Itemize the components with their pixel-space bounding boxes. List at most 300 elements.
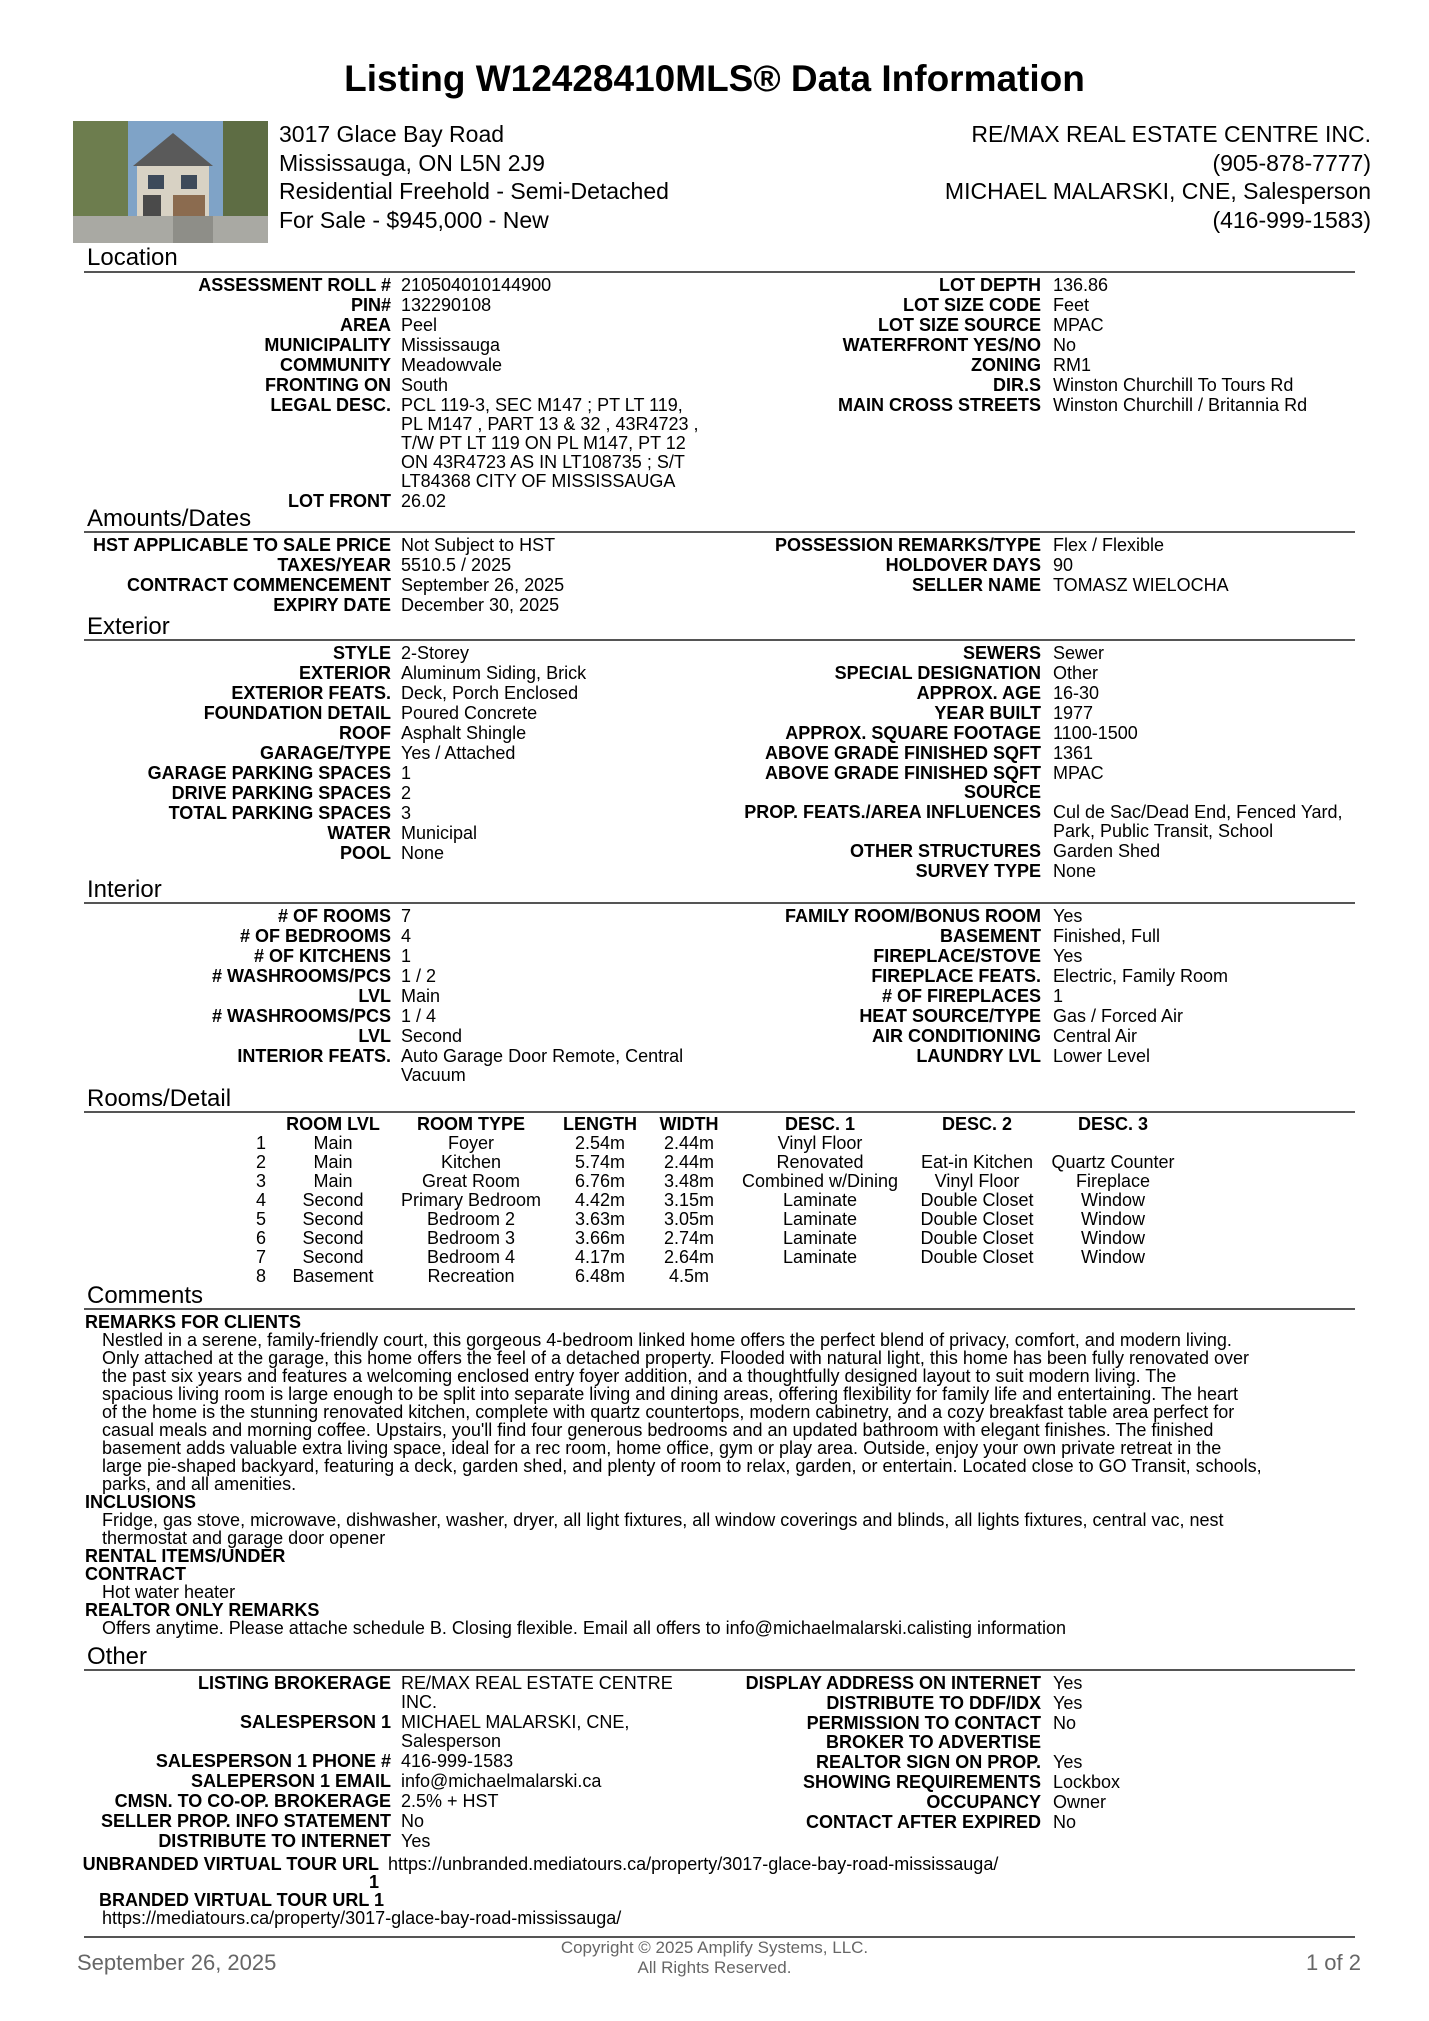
field-value: No [1053, 1713, 1077, 1733]
field-label: TOTAL PARKING SPACES [168, 803, 391, 823]
property-type: Residential Freehold - Semi-Detached [279, 178, 669, 204]
field-value: 1 / 2 [401, 966, 437, 986]
field-row [0, 1772, 1121, 1792]
table-cell: Main [313, 1171, 353, 1191]
footer-copyright [0, 1938, 1429, 1978]
field-value: None [401, 843, 445, 863]
table-cell: Vinyl Floor [934, 1171, 1020, 1191]
table-cell: Renovated [776, 1152, 864, 1172]
field-label: EXTERIOR [298, 663, 391, 683]
table-cell: Great Room [421, 1171, 521, 1191]
field-label: FRONTING ON [265, 375, 391, 395]
field-value: Winston Churchill / Britannia Rd [1053, 395, 1308, 415]
field-label: FIREPLACE FEATS. [871, 966, 1041, 986]
branded-tour-link[interactable]: https://mediatours.ca/property/3017-glace-bay-road-mississauga/ [102, 1908, 622, 1928]
field-label: LOT FRONT [288, 491, 391, 511]
field-value: MICHAEL MALARSKI, CNE, [401, 1712, 630, 1732]
rooms-table [0, 1115, 1429, 1295]
field-value: Cul de Sac/Dead End, Fenced Yard, [1053, 802, 1343, 822]
table-cell: Second [302, 1209, 364, 1229]
field-value: No [401, 1811, 425, 1831]
field-label: # OF KITCHENS [253, 946, 391, 966]
field-label: # OF BEDROOMS [239, 926, 391, 946]
text-line: casual meals and morning coffee. Upstairs, you'll find four generous bedrooms and an updated bathroom with elegant finishes. The finished [102, 1420, 1214, 1440]
field-label: LOT SIZE SOURCE [877, 315, 1041, 335]
table-cell: Primary Bedroom [400, 1190, 542, 1210]
field-label: SALESPERSON 1 [239, 1712, 391, 1732]
rooms-header-cell: DESC. 1 [784, 1114, 856, 1134]
section-rooms-title: Rooms/Detail [87, 1085, 232, 1112]
section-divider [84, 902, 1355, 904]
table-cell: 1 [255, 1133, 266, 1153]
field-value: Yes [401, 1831, 431, 1851]
field-value: Peel [401, 315, 438, 335]
field-value: RM1 [1053, 355, 1092, 375]
table-cell: Window [1080, 1247, 1146, 1267]
field-row [0, 663, 1099, 683]
field-label: OCCUPANCY [926, 1792, 1041, 1812]
field-value: Lower Level [1053, 1046, 1151, 1066]
rooms-header-cell: DESC. 3 [1077, 1114, 1149, 1134]
field-label: FIREPLACE/STOVE [873, 946, 1041, 966]
other-right-fields [0, 1673, 1121, 1832]
field-row [0, 763, 1104, 802]
virtual-tour-block [0, 1855, 1429, 1935]
field-value: Central Air [1053, 1026, 1138, 1046]
text-line: basement adds valuable extra living space, ideal for a rec room, home office, gym or play area. Outside, enjoy your own private retreat in the [102, 1438, 1222, 1458]
field-value: 2-Storey [401, 643, 470, 663]
table-cell: Double Closet [920, 1247, 1034, 1267]
section-comments-title: Comments [87, 1282, 204, 1309]
field-value: Asphalt Shingle [401, 723, 527, 743]
table-cell: Laminate [782, 1209, 858, 1229]
field-value: TOMASZ WIELOCHA [1053, 575, 1229, 595]
table-cell: Double Closet [920, 1209, 1034, 1229]
remarks-text [85, 1331, 1355, 1493]
table-cell: 5.74m [574, 1152, 626, 1172]
copyright-line2: All Rights Reserved. [637, 1958, 792, 1977]
table-cell: 3 [255, 1171, 266, 1191]
rooms-header-cell: LENGTH [563, 1114, 637, 1134]
table-cell: 4.5m [668, 1266, 710, 1286]
field-value: Sewer [1053, 643, 1105, 663]
table-cell: Main [313, 1133, 353, 1153]
table-row [0, 1153, 1429, 1172]
field-value: Owner [1053, 1792, 1107, 1812]
brokerage-phone: (905-878-7777) [1212, 149, 1371, 176]
text-line: large pie-shaped backyard, featuring a deck, garden shed, and plenty of room to relax, garden, or entertain. Located close to GO Transit, schools, [102, 1456, 1262, 1476]
field-row [0, 643, 1105, 663]
field-row [0, 1693, 1083, 1713]
field-label: APPROX. AGE [916, 683, 1041, 703]
inclusions-text [85, 1511, 1355, 1547]
field-value: Yes [1053, 1693, 1083, 1713]
table-cell: Bedroom 4 [426, 1247, 516, 1267]
table-cell: 6.48m [574, 1266, 626, 1286]
table-cell: Main [313, 1152, 353, 1172]
field-label: PERMISSION TO CONTACT [806, 1713, 1041, 1733]
field-row [0, 1752, 1083, 1772]
table-cell: 4.42m [574, 1190, 626, 1210]
table-cell: Eat-in Kitchen [920, 1152, 1034, 1172]
field-value: 5510.5 / 2025 [401, 555, 512, 575]
table-row [0, 1267, 1429, 1286]
field-row [0, 966, 1229, 986]
field-label: BASEMENT [939, 926, 1041, 946]
field-label: ZONING [971, 355, 1041, 375]
field-row [0, 723, 1138, 743]
listing-status: For Sale - $945,000 - New [279, 206, 549, 233]
table-cell: Laminate [782, 1228, 858, 1248]
field-label: LVL [358, 986, 391, 1006]
field-value: 1100-1500 [1053, 723, 1138, 743]
field-value: Not Subject to HST [401, 535, 556, 555]
field-label: CONTACT AFTER EXPIRED [805, 1812, 1041, 1832]
field-label: LOT SIZE CODE [902, 295, 1041, 315]
rooms-header-cell: DESC. 2 [941, 1114, 1013, 1134]
section-divider [84, 1308, 1355, 1310]
field-label: YEAR BUILT [934, 703, 1041, 723]
field-value: PCL 119-3, SEC M147 ; PT LT 119, [401, 395, 683, 415]
field-label: ABOVE GRADE FINISHED SQFT [764, 743, 1041, 763]
table-cell: 5 [255, 1209, 266, 1229]
text-line: parks, and all amenities. [102, 1474, 297, 1494]
table-row [0, 1248, 1429, 1267]
field-label: LVL [358, 1026, 391, 1046]
field-value: Yes / Attached [401, 743, 516, 763]
field-value: 7 [401, 906, 412, 926]
field-value: September 26, 2025 [401, 575, 565, 595]
field-label: SALEPERSON 1 EMAIL [190, 1771, 391, 1791]
field-value: Finished, Full [1053, 926, 1161, 946]
table-cell: Combined w/Dining [741, 1171, 899, 1191]
footer-page-number: 1 of 2 [1305, 1950, 1361, 1975]
rental-items-label: RENTAL ITEMS/UNDER [85, 1546, 286, 1566]
table-cell: 2.44m [663, 1152, 715, 1172]
field-label: LEGAL DESC. [270, 395, 391, 415]
field-label: FOUNDATION DETAIL [203, 703, 391, 723]
field-label: WATER [327, 823, 391, 843]
text-line: Nestled in a serene, family-friendly court, this gorgeous 4-bedroom linked home offers the perfect blend of privacy, comfort, and modern living. [102, 1330, 1232, 1350]
field-value: 1361 [1053, 743, 1094, 763]
table-cell: 3.05m [663, 1209, 715, 1229]
table-cell: 2 [255, 1152, 266, 1172]
field-label: TAXES/YEAR [277, 555, 391, 575]
field-label: DRIVE PARKING SPACES [171, 783, 391, 803]
table-cell: Window [1080, 1190, 1146, 1210]
field-value-continued: Salesperson [401, 1731, 502, 1751]
field-label: ABOVE GRADE FINISHED SQFT [764, 763, 1041, 783]
section-divider [84, 1111, 1355, 1113]
field-row [0, 1046, 1151, 1066]
rooms-header-cell: ROOM TYPE [416, 1114, 526, 1134]
field-label: LAUNDRY LVL [916, 1046, 1041, 1066]
field-value: 3 [401, 803, 412, 823]
field-row [0, 575, 1229, 595]
field-value: Yes [1053, 1752, 1083, 1772]
table-row [0, 1229, 1429, 1248]
field-value: Winston Churchill To Tours Rd [1053, 375, 1294, 395]
table-cell: Double Closet [920, 1228, 1034, 1248]
table-cell: 3.15m [663, 1190, 715, 1210]
table-row [0, 1210, 1429, 1229]
rooms-header-cell: WIDTH [659, 1114, 719, 1134]
field-row [0, 535, 1165, 555]
remarks-label: REMARKS FOR CLIENTS [85, 1312, 301, 1332]
field-label: LISTING BROKERAGE [197, 1673, 391, 1693]
field-label: PROP. FEATS./AREA INFLUENCES [744, 802, 1041, 822]
field-value: Gas / Forced Air [1053, 1006, 1184, 1026]
field-label: INTERIOR FEATS. [237, 1046, 391, 1066]
field-row [0, 1673, 1083, 1693]
field-value: South [401, 375, 449, 395]
field-label: SELLER NAME [911, 575, 1041, 595]
table-cell: Second [302, 1247, 364, 1267]
text-line: Fridge, gas stove, microwave, dishwasher, washer, dryer, all light fixtures, all window coverings and blinds, all lights fixtures, central vac, nest [102, 1510, 1224, 1530]
field-label: SURVEY TYPE [915, 861, 1041, 881]
field-label: # WASHROOMS/PCS [211, 966, 391, 986]
field-value: No [1053, 335, 1077, 355]
field-label: GARAGE PARKING SPACES [147, 763, 391, 783]
field-row [0, 841, 1161, 861]
table-cell: Window [1080, 1228, 1146, 1248]
table-cell: 2.44m [663, 1133, 715, 1153]
field-row [0, 375, 1294, 395]
field-row [0, 703, 1094, 723]
text-line: the past six years and features a welcoming enclosed entry foyer addition, and a thoughtfully designed layout to suit modern living. The [102, 1366, 1177, 1386]
table-cell: Bedroom 2 [426, 1209, 516, 1229]
realtor-remarks-label: REALTOR ONLY REMARKS [85, 1600, 320, 1620]
field-value-continued: ON 43R4723 AS IN LT108735 ; S/T [401, 452, 685, 472]
table-row [0, 1172, 1429, 1191]
rental-items-label-2: CONTRACT [85, 1564, 186, 1584]
text-line: Only attached at the garage, this home offers the feel of a detached property. Flooded with natural light, this home has been fully renovated over [102, 1348, 1250, 1368]
field-value: 2 [401, 783, 412, 803]
copyright-line1: Copyright © 2025 Amplify Systems, LLC. [560, 1938, 869, 1957]
agent-phone: (416-999-1583) [1212, 206, 1371, 233]
field-label: PIN# [350, 295, 391, 315]
rooms-header-cell: ROOM LVL [286, 1114, 380, 1134]
page-title: Listing W12428410MLS® Data Information [344, 58, 1085, 99]
field-value-continued: Park, Public Transit, School [1053, 821, 1274, 841]
comments-block [85, 1313, 1355, 1637]
field-value: 416-999-1583 [401, 1751, 514, 1771]
field-row [0, 1026, 1138, 1046]
field-value: None [1053, 861, 1097, 881]
house-photo-image [73, 121, 268, 243]
field-row [0, 295, 1090, 315]
table-cell: 8 [255, 1266, 266, 1286]
table-row [0, 1134, 1429, 1153]
field-value: Electric, Family Room [1053, 966, 1229, 986]
field-row [0, 683, 1100, 703]
inclusions-label: INCLUSIONS [85, 1492, 197, 1512]
table-cell: Vinyl Floor [777, 1133, 863, 1153]
field-value: Poured Concrete [401, 703, 538, 723]
table-cell: 7 [255, 1247, 266, 1267]
table-cell: 3.66m [574, 1228, 626, 1248]
field-value-continued: Vacuum [401, 1065, 466, 1085]
field-label: COMMUNITY [280, 355, 391, 375]
field-label: POOL [339, 843, 391, 863]
table-cell: Second [302, 1190, 364, 1210]
field-label: EXPIRY DATE [273, 595, 391, 615]
field-label: GARAGE/TYPE [259, 743, 391, 763]
field-label: POSSESSION REMARKS/TYPE [774, 535, 1041, 555]
field-value: December 30, 2025 [401, 595, 560, 615]
footer-date: September 26, 2025 [77, 1950, 277, 1975]
field-label: ASSESSMENT ROLL # [198, 275, 391, 295]
table-cell: Window [1080, 1209, 1146, 1229]
field-value: 90 [1053, 555, 1074, 575]
field-label: AIR CONDITIONING [872, 1026, 1041, 1046]
field-value: Yes [1053, 1673, 1083, 1693]
field-value: 136.86 [1053, 275, 1109, 295]
table-cell: 4.17m [574, 1247, 626, 1267]
field-row [0, 743, 1094, 763]
field-value: Flex / Flexible [1053, 535, 1165, 555]
field-value: 1977 [1053, 703, 1094, 723]
field-value: MPAC [1053, 315, 1104, 335]
brokerage-summary [945, 120, 1371, 234]
address-line2: Mississauga, ON L5N 2J9 [279, 149, 545, 176]
section-exterior-title: Exterior [87, 613, 170, 640]
table-cell: Quartz Counter [1051, 1152, 1175, 1172]
field-value: Municipal [401, 823, 478, 843]
field-value: 16-30 [1053, 683, 1100, 703]
unbranded-tour-link[interactable]: https://unbranded.mediatours.ca/property/3017-glace-bay-road-mississauga/ [388, 1854, 999, 1874]
section-divider [84, 1669, 1355, 1671]
table-cell: Laminate [782, 1190, 858, 1210]
field-row [0, 1812, 1077, 1832]
text-line: of the home is the stunning renovated kitchen, complete with quartz countertops, modern cabinetry, and a cozy breakfast table area perfect for [102, 1402, 1235, 1422]
field-value: Main [401, 986, 441, 1006]
table-row [0, 1191, 1429, 1210]
table-cell: 2.64m [663, 1247, 715, 1267]
field-label: # OF FIREPLACES [881, 986, 1041, 1006]
field-value: RE/MAX REAL ESTATE CENTRE [401, 1673, 673, 1693]
section-amounts-title: Amounts/Dates [87, 505, 252, 532]
field-value: Other [1053, 663, 1099, 683]
field-row [0, 1792, 1107, 1812]
field-label: # WASHROOMS/PCS [211, 1006, 391, 1026]
field-label-continued: SOURCE [963, 782, 1041, 802]
section-location-title: Location [87, 244, 178, 271]
field-value: Meadowvale [401, 355, 503, 375]
field-label: LOT DEPTH [939, 275, 1041, 295]
brokerage-name: RE/MAX REAL ESTATE CENTRE INC. [971, 121, 1371, 147]
field-value-continued: LT84368 CITY OF MISSISSAUGA [401, 471, 676, 491]
field-row [0, 315, 1104, 335]
field-row [0, 1006, 1184, 1026]
field-label: SHOWING REQUIREMENTS [802, 1772, 1041, 1792]
field-value: MPAC [1053, 763, 1104, 783]
section-interior-title: Interior [87, 876, 162, 903]
table-cell: Recreation [427, 1266, 515, 1286]
field-label: HST APPLICABLE TO SALE PRICE [92, 535, 391, 555]
field-value: info@michaelmalarski.ca [401, 1771, 602, 1791]
field-row [0, 986, 1064, 1006]
table-cell: 3.63m [574, 1209, 626, 1229]
field-value-continued: T/W PT LT 119 ON PL M147, PT 12 [401, 433, 686, 453]
branded-tour-label: BRANDED VIRTUAL TOUR URL 1 [99, 1890, 385, 1910]
table-cell: 2.74m [663, 1228, 715, 1248]
table-cell: Kitchen [440, 1152, 502, 1172]
location-right-fields [0, 275, 1308, 415]
field-label: MAIN CROSS STREETS [837, 395, 1041, 415]
field-value-continued: PL M147 , PART 13 & 32 , 43R4723 , [401, 414, 699, 434]
field-value: 1 [401, 763, 412, 783]
table-cell: Laminate [782, 1247, 858, 1267]
field-label: DISTRIBUTE TO INTERNET [158, 1831, 391, 1851]
field-label: OTHER STRUCTURES [849, 841, 1041, 861]
field-label: DISPLAY ADDRESS ON INTERNET [745, 1673, 1041, 1693]
address-line1: 3017 Glace Bay Road [279, 121, 505, 147]
field-row [0, 555, 1074, 575]
table-cell: Basement [292, 1266, 374, 1286]
field-label: CONTRACT COMMENCEMENT [127, 575, 391, 595]
field-row [0, 595, 560, 615]
field-label: HOLDOVER DAYS [885, 555, 1041, 575]
field-value: No [1053, 1812, 1077, 1832]
field-row [0, 1713, 1077, 1752]
field-row [0, 926, 1161, 946]
section-divider [84, 271, 1355, 273]
section-divider [84, 531, 1355, 533]
unbranded-tour-label-2: 1 [368, 1872, 379, 1892]
field-value: 1 [401, 946, 412, 966]
field-value: Garden Shed [1053, 841, 1161, 861]
property-photo [73, 121, 268, 243]
field-label: ROOF [339, 723, 391, 743]
field-row [0, 275, 1109, 295]
table-cell: Double Closet [920, 1190, 1034, 1210]
field-label: REALTOR SIGN ON PROP. [815, 1752, 1041, 1772]
field-label: STYLE [332, 643, 391, 663]
field-row [0, 395, 1308, 415]
table-cell: Fireplace [1075, 1171, 1151, 1191]
rental-items-value: Hot water heater [102, 1582, 236, 1602]
field-value: 210504010144900 [401, 275, 552, 295]
field-value: Second [401, 1026, 463, 1046]
field-value: Lockbox [1053, 1772, 1121, 1792]
field-label: SPECIAL DESIGNATION [834, 663, 1041, 683]
table-cell: Bedroom 3 [426, 1228, 516, 1248]
field-value: Yes [1053, 946, 1083, 966]
field-row [0, 335, 1077, 355]
text-line: thermostat and garage door opener [102, 1528, 386, 1548]
unbranded-tour-label: UNBRANDED VIRTUAL TOUR URL [82, 1854, 379, 1874]
field-label: EXTERIOR FEATS. [231, 683, 391, 703]
field-row [0, 355, 1092, 375]
field-label: WATERFRONT YES/NO [842, 335, 1041, 355]
field-value: Mississauga [401, 335, 501, 355]
field-label: HEAT SOURCE/TYPE [859, 1006, 1041, 1026]
field-value: Auto Garage Door Remote, Central [401, 1046, 684, 1066]
table-cell: 6.76m [574, 1171, 626, 1191]
table-cell: 6 [255, 1228, 266, 1248]
section-divider [84, 639, 1355, 641]
field-value: Aluminum Siding, Brick [401, 663, 587, 683]
field-value: 26.02 [401, 491, 447, 511]
amounts-right-fields [0, 535, 1229, 595]
field-value: Feet [1053, 295, 1090, 315]
unbranded-tour-label-group [83, 1855, 379, 1891]
section-other-title: Other [87, 1643, 148, 1670]
field-value: 132290108 [401, 295, 492, 315]
field-row [0, 946, 1083, 966]
interior-right-fields [0, 906, 1229, 1066]
